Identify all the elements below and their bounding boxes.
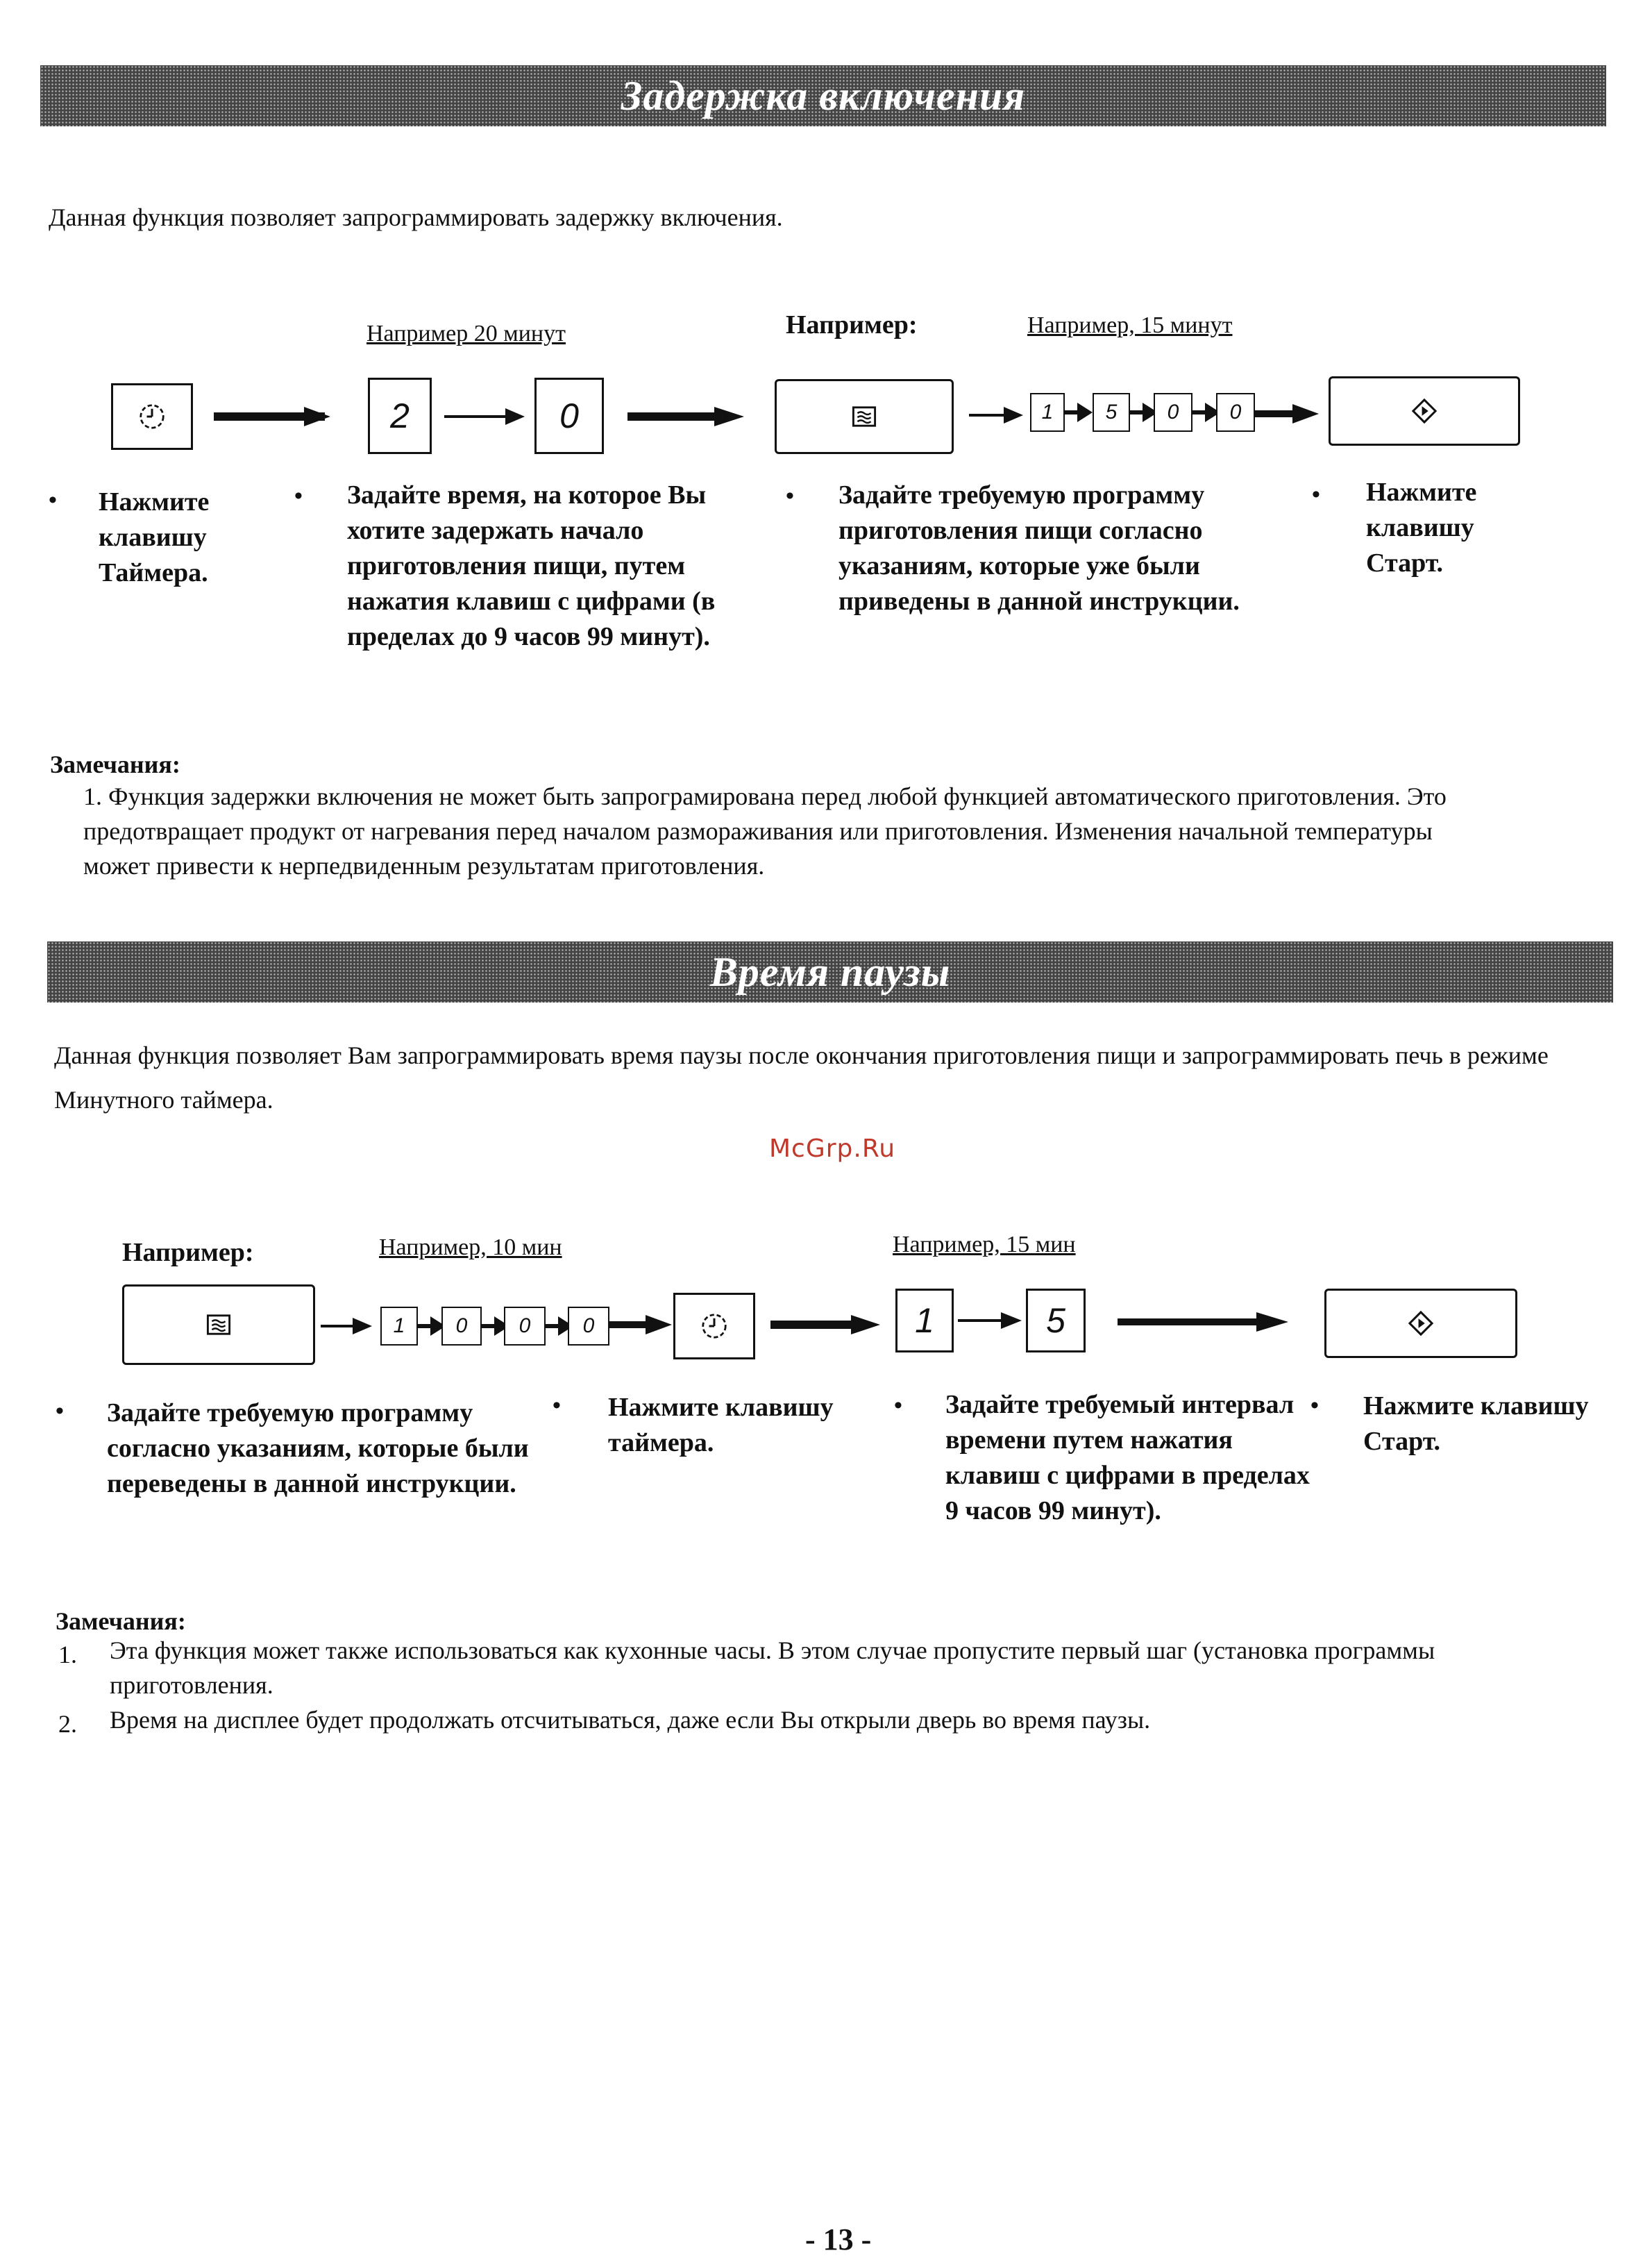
section1-note-1: 1. Функция задержки включения не может быть запрограмирована перед любой функцией автоматического приготовления. Это предотвращает продукт от нагревания перед началом размораживания или приготовления. Изменения начальной температуры может привести к нерпедвиденным результатам приготовления.: [83, 782, 1447, 880]
bullet: •: [294, 483, 303, 509]
step-8-text: Нажмите клавишу Старт.: [1363, 1391, 1589, 1456]
timer-icon: [135, 399, 169, 434]
digit-label: 0: [582, 1314, 595, 1337]
bullet: •: [49, 487, 57, 513]
step-5-text: Задайте требуемую программу согласно указаниям, которые были переведены в данной инструкции.: [107, 1398, 529, 1498]
digit-label: 0: [1167, 401, 1179, 424]
digit-label: 1: [915, 1301, 934, 1340]
arrow-5: [1065, 400, 1093, 425]
bullet: •: [894, 1393, 902, 1418]
section2-notes-title: Замечания:: [56, 1607, 186, 1635]
small-digit-key-0c[interactable]: [441, 1307, 482, 1346]
timer-icon: [697, 1309, 732, 1343]
digit-label: 0: [519, 1314, 531, 1337]
arrow-15: [958, 1308, 1025, 1333]
small-digit-key-0e[interactable]: [568, 1307, 609, 1346]
bullet: •: [56, 1398, 64, 1424]
watermark: McGrp.Ru: [769, 1134, 896, 1163]
example-15-label: Например, 15 минут: [1027, 312, 1233, 338]
arrow-9: [321, 1314, 376, 1339]
example-label-1: Например:: [786, 310, 918, 340]
arrow-3: [627, 403, 745, 430]
digit-key-5[interactable]: [1026, 1289, 1086, 1352]
arrow-4: [969, 403, 1025, 428]
start-key-2[interactable]: [1324, 1289, 1517, 1358]
small-digit-key-1b[interactable]: [380, 1307, 418, 1346]
step-1-text: Нажмите клавишу Таймера.: [99, 487, 210, 587]
step-3-text: Задайте требуемую программу приготовления пищи согласно указаниям, которые уже были приведены в данной инструкции.: [838, 480, 1240, 616]
digit-label: 2: [390, 396, 410, 435]
arrow-2: [444, 404, 528, 429]
digit-label: 5: [1046, 1301, 1065, 1340]
arrow-1: [214, 403, 332, 430]
small-digit-key-1[interactable]: [1030, 393, 1065, 432]
small-digit-key-0d[interactable]: [504, 1307, 546, 1346]
small-digit-key-5[interactable]: [1093, 393, 1130, 432]
example-15-label-2: Например, 15 мин: [893, 1232, 1076, 1257]
small-digit-key-0b[interactable]: [1216, 393, 1255, 432]
arrow-14: [770, 1311, 882, 1339]
microwave-program-key-2[interactable]: [122, 1284, 315, 1365]
digit-label: 0: [559, 396, 579, 435]
step-4-text: Нажмите клавишу Старт.: [1366, 478, 1477, 578]
digit-key-1[interactable]: [895, 1289, 954, 1352]
section2-banner: [47, 941, 1613, 1003]
start-icon: [1408, 395, 1440, 427]
note-number: 1.: [58, 1641, 77, 1668]
timer-key[interactable]: [111, 383, 193, 450]
bullet: •: [786, 483, 794, 509]
small-digit-key-0[interactable]: [1154, 393, 1192, 432]
arrow-13: [608, 1311, 673, 1339]
digit-label: 1: [1041, 401, 1054, 424]
example-10-label: Например, 10 мин: [379, 1234, 562, 1260]
arrow-8: [1254, 400, 1320, 428]
section2-note-2: Время на дисплее будет продолжать отсчитываться, даже если Вы открыли дверь во время паузы.: [110, 1706, 1151, 1734]
microwave-icon: [202, 1308, 235, 1341]
section1-notes-title: Замечания:: [50, 751, 180, 778]
example-20-label: Например 20 минут: [366, 321, 566, 346]
example-label-2: Например:: [122, 1238, 254, 1267]
start-key[interactable]: [1329, 376, 1520, 446]
section1-banner: [40, 65, 1606, 126]
arrow-16: [1118, 1308, 1291, 1336]
step-2-text: Задайте время, на которое Вы хотите задержать начало приготовления пищи, путем нажатия клавиш с цифрами (в пределах до 9 часов 99 минут).: [347, 480, 716, 651]
bullet: •: [1312, 482, 1320, 508]
bullet: •: [1310, 1393, 1319, 1418]
digit-key-2[interactable]: [368, 378, 432, 454]
digit-label: 0: [1229, 401, 1242, 424]
step-7-text: Задайте требуемый интервал времени путем нажатия клавиш с цифрами в пределах 9 часов 99 минут).: [945, 1390, 1310, 1525]
digit-label: 5: [1105, 401, 1118, 424]
note-number: 2.: [58, 1710, 77, 1738]
timer-key-2[interactable]: [673, 1293, 755, 1359]
section2-title: Время паузы: [709, 948, 951, 995]
digit-key-0[interactable]: [534, 378, 604, 454]
microwave-icon: [848, 400, 881, 433]
digit-label: 1: [393, 1314, 405, 1337]
section2-note-1: Эта функция может также использоваться как кухонные часы. В этом случае пропустите первый шаг (установка программы приготовления.: [110, 1636, 1435, 1699]
start-icon: [1405, 1307, 1437, 1339]
microwave-program-key[interactable]: [775, 379, 954, 454]
bullet: •: [553, 1393, 561, 1418]
digit-label: 0: [455, 1314, 468, 1337]
section1-intro: Данная функция позволяет запрограммировать задержку включения.: [49, 203, 783, 231]
page-number: - 13 -: [805, 2222, 872, 2256]
step-6-text: Нажмите клавишу таймера.: [608, 1393, 834, 1457]
section1-title: Задержка включения: [621, 72, 1026, 119]
section2-intro: Данная функция позволяет Вам запрограммировать время паузы после окончания приготовления пищи и запрограммировать печь в режиме Минутного таймера.: [54, 1041, 1549, 1114]
